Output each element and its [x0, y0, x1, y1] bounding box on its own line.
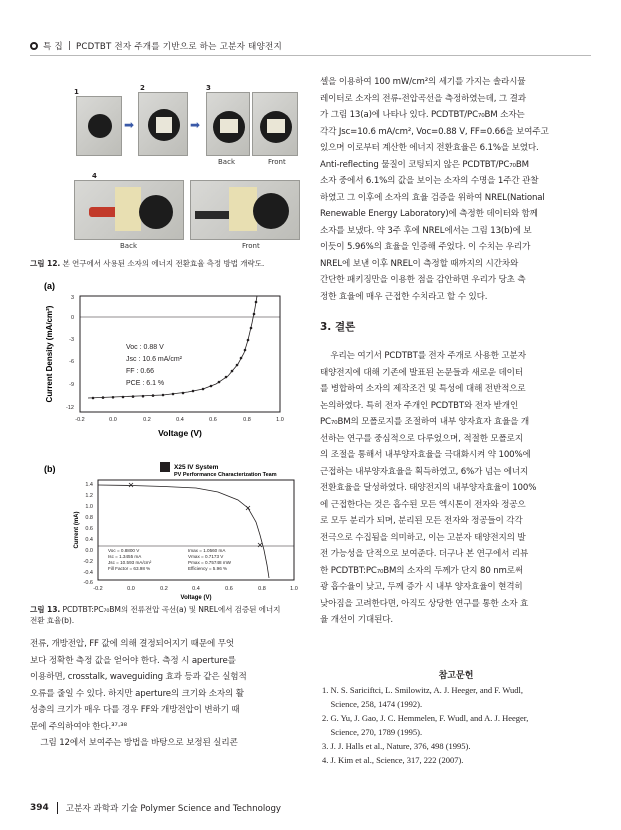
panel-label: (a): [44, 281, 55, 291]
svg-text:-0.2: -0.2: [83, 559, 93, 565]
x-axis-label: Voltage (V): [180, 595, 212, 601]
text-line: 그림 12에서 보여주는 방법을 바탕으로 보정된 실리콘: [30, 738, 238, 748]
figure-12: [64, 80, 304, 255]
svg-text:0.4: 0.4: [85, 537, 93, 543]
text-line: 선하는 연구를 중심적으로 다루었으며, 적절한 모폴로지: [320, 433, 523, 444]
arrow-right-icon: ➡: [124, 118, 135, 132]
text-line: 전극으로 수집됨을 의미하고, 이는 고분자 태양전지의 발: [320, 532, 526, 543]
svg-text:0.2: 0.2: [160, 586, 168, 592]
reference-line: Science, 270, 1789 (1995).: [322, 727, 423, 737]
page-footer: [30, 802, 281, 814]
svg-text:0.6: 0.6: [85, 526, 93, 532]
bullet-icon: [30, 42, 38, 50]
text-line: 오류를 줄일 수 있다. 하지만 aperture의 크기와 소자의 활: [30, 688, 244, 699]
text-line: 이용하면, crosstalk, waveguiding 효과 등과 같은 실험적: [30, 672, 247, 682]
journal-name: 고분자 과학과 기술 Polymer Science and Technology: [65, 804, 282, 814]
svg-text:1.0: 1.0: [85, 504, 93, 510]
svg-text:1.0: 1.0: [276, 417, 284, 423]
svg-text:Jsc = 10.593 mA/cm²: Jsc = 10.593 mA/cm²: [108, 560, 152, 565]
svg-text:-6: -6: [69, 359, 74, 365]
step-number: 3: [206, 84, 211, 92]
svg-text:0.4: 0.4: [192, 586, 200, 592]
text-line: PC₇₀BM의 모폴로지를 조절하여 내부 양자효자 효율을 개: [320, 417, 530, 427]
text-line: 로 모두 분리가 되며, 분리된 모든 전자와 정공들이 각각: [320, 516, 523, 526]
step-number: 1: [74, 88, 79, 96]
header-section: 특 집: [43, 42, 63, 52]
svg-text:0.6: 0.6: [209, 417, 217, 423]
svg-text:0.8: 0.8: [85, 515, 93, 521]
svg-text:0.0: 0.0: [127, 586, 135, 592]
references-list: [322, 683, 594, 767]
running-header: 특 집 | PCDTBT 전자 주개를 기반으로 하는 고분자 태양전지: [30, 40, 282, 52]
svg-text:0.8: 0.8: [243, 417, 251, 423]
text-line: 우리는 여기서 PCDTBT를 전자 주개로 사용한 고분자: [320, 351, 526, 361]
svg-text:-0.6: -0.6: [83, 580, 93, 586]
svg-text:Voc = 0.8800 V: Voc = 0.8800 V: [108, 548, 140, 553]
figure-13a: [38, 278, 290, 458]
svg-text:1.2: 1.2: [85, 493, 93, 499]
svg-text:Isc = 1.3455 mA: Isc = 1.3455 mA: [108, 554, 142, 559]
text-line: 율 개선이 기대된다.: [320, 615, 393, 625]
photo-device-front: [252, 92, 298, 156]
photo-device-back: [206, 92, 250, 156]
svg-text:-0.4: -0.4: [83, 570, 93, 576]
photo-device-contacts: [138, 92, 188, 156]
label-back: Back: [120, 242, 137, 250]
svg-text:Voc : 0.88 V: Voc : 0.88 V: [126, 344, 164, 351]
svg-text:0.0: 0.0: [109, 417, 117, 423]
svg-text:-9: -9: [69, 382, 74, 388]
text-line: 하였고 그 이후에 소자의 효율 검증을 위하여 NREL(National: [320, 192, 545, 203]
text-line: 레이터로 소자의 전류-전압곡선을 측정하였는데, 그 결과: [320, 93, 526, 104]
conclusion-heading: 3. 결론: [320, 321, 356, 333]
figure-13-caption: 그림 13. PCDTBT:PC₇₀BM의 전류전압 곡선(a) 및 NREL에서 검증된 에너지 전환 효율(b).: [30, 605, 281, 625]
x-axis-label: Voltage (V): [158, 428, 202, 438]
text-line: 간단한 패키징만을 이용한 점을 감안하면 우리가 당초 측: [320, 275, 526, 285]
header-divider: [30, 55, 591, 56]
label-front: Front: [268, 158, 286, 166]
text-line: 논의하였다. 특히 전자 주개인 PCDTBT와 전자 받개인: [320, 400, 519, 411]
text-line: 전환효율을 달성하였다. 태양전지의 내부양자효율이 100%: [320, 483, 537, 493]
text-line: 소자를 보냈다. 약 3주 후에 NREL에서는 그림 13(b)에 보: [320, 225, 532, 236]
step-number: 2: [140, 84, 145, 92]
text-line: 셀을 이용하여 100 mW/cm²의 세기를 가지는 솔라시뮬: [320, 77, 526, 87]
reference-line: 3. J. J. Halls et al., Nature, 376, 498 (1995).: [322, 741, 471, 751]
text-line: 성층의 크기가 매우 다를 경우 FF와 개방전압이 변하기 때: [30, 705, 240, 715]
photo-packaged-front: [190, 180, 300, 240]
svg-text:-0.2: -0.2: [75, 417, 85, 423]
text-line: 정한 효율에 매우 근접한 수치라고 할 수 있다.: [320, 291, 488, 302]
arrow-right-icon: ➡: [190, 118, 201, 132]
text-line: 광 흡수율이 낮고, 두께 증가 시 내부 양자효율이 현격히: [320, 582, 523, 592]
svg-text:0.0: 0.0: [85, 548, 93, 554]
text-line: 한 PCDTBT:PC₇₀BM의 소자의 두께가 단지 80 nm로써: [320, 565, 524, 576]
reference-line: 4. J. Kim et al., Science, 317, 222 (2007).: [322, 755, 464, 765]
text-line: 태양전지에 대해 기존에 발표된 논문들과 새로운 데이터: [320, 367, 523, 378]
svg-text:-3: -3: [69, 337, 74, 343]
right-column-text: [320, 74, 592, 305]
label-back: Back: [218, 158, 235, 166]
svg-text:Fill Factor = 63.98 %: Fill Factor = 63.98 %: [108, 566, 151, 571]
svg-text:X25 IV System: X25 IV System: [174, 464, 219, 471]
text-line: NREL에 보낸 이후 NREL이 측정할 때까지의 시간차와: [320, 258, 519, 269]
reference-line: Science, 258, 1474 (1992).: [322, 699, 423, 709]
text-line: 전 가능성을 단적으로 보여준다. 더구나 본 연구에서 리뷰: [320, 549, 529, 559]
figure-12-caption: 그림 12. 본 연구에서 사용된 소자의 에너지 전환효율 측정 방법 개략도.: [30, 259, 265, 268]
references-heading: 참고문헌: [438, 671, 474, 681]
text-line: Renewable Energy Laboratory)에 측정한 데이터와 함께: [320, 209, 538, 219]
footer-divider: [57, 802, 58, 814]
header-title: PCDTBT 전자 주개를 기반으로 하는 고분자 태양전지: [76, 42, 283, 52]
svg-text:Pmax = 0.75748 mW: Pmax = 0.75748 mW: [188, 560, 232, 565]
step-number: 4: [92, 172, 97, 180]
text-line: 소자 중에서 6.1%의 값을 보이는 소자의 수명을 1주간 관찰: [320, 176, 539, 186]
text-line: 근접하는 내부양자효율을 획득하였고, 6%가 넘는 에너지: [320, 466, 529, 477]
svg-text:-12: -12: [66, 405, 74, 411]
text-line: 보다 정확한 측정 값을 얻어야 한다. 측정 시 aperture를: [30, 655, 236, 666]
y-axis-label: Current Density (mA/cm²): [45, 305, 54, 403]
svg-text:-0.2: -0.2: [93, 586, 103, 592]
text-line: 전류, 개방전압, FF 값에 의해 결정되어지기 때문에 무엇: [30, 639, 235, 649]
photo-device-disc: [76, 96, 122, 156]
svg-text:0.4: 0.4: [176, 417, 184, 423]
left-column-text: [30, 636, 300, 752]
svg-text:Efficiency = 5.96 %: Efficiency = 5.96 %: [188, 566, 228, 571]
text-line: 이듯이 5.96%의 효율을 인증해 주었다. 이 수치는 우리가: [320, 242, 531, 252]
svg-text:0: 0: [70, 315, 74, 321]
page-number: 394: [30, 803, 49, 813]
svg-text:3: 3: [70, 295, 74, 301]
text-line: Anti-reflecting 물질이 코팅되지 않은 PCDTBT/PC₇₀BM: [320, 159, 529, 170]
panel-label: (b): [44, 464, 56, 474]
svg-text:0.2: 0.2: [143, 417, 151, 423]
svg-text:0.6: 0.6: [225, 586, 233, 592]
photo-packaged-back: [74, 180, 184, 240]
text-line: 가 그림 13(a)에 나타나 있다. PCDTBT/PC₇₀BM 소자는: [320, 110, 525, 120]
svg-text:1.4: 1.4: [85, 482, 93, 488]
svg-text:0.8: 0.8: [258, 586, 266, 592]
conclusion-text: [320, 348, 592, 629]
text-line: 문에 주의하여야 한다.³⁷·³⁸: [30, 721, 127, 732]
figure-13b: [38, 460, 296, 600]
text-line: 에 근접한다는 것은 흡수된 모든 엑시톤이 전자와 정공으: [320, 499, 526, 510]
text-line: 를 병합하여 소자의 제작조건 및 특성에 대해 전반적으로: [320, 384, 526, 394]
svg-text:Imax = 1.0560 mA: Imax = 1.0560 mA: [188, 548, 226, 553]
text-line: 낮아짐을 고려한다면, 아직도 상당한 연구를 통한 소자 효: [320, 598, 529, 609]
svg-text:PV Performance Characterizatio: PV Performance Characterization Team: [174, 472, 277, 478]
reference-line: 2. G. Yu, J. Gao, J. C. Hemmelen, F. Wudl, and A. J. Heeger,: [322, 713, 529, 723]
text-line: 각각 Jsc=10.6 mA/cm², Voc=0.88 V, FF=0.66을 보여주고: [320, 126, 549, 137]
text-line: 있으며 이로부터 계산한 에너지 전환효율은 6.1%을 보였다.: [320, 143, 539, 153]
svg-text:Jsc : 10.6 mA/cm²: Jsc : 10.6 mA/cm²: [126, 356, 183, 363]
svg-text:Vmax = 0.7173 V: Vmax = 0.7173 V: [188, 554, 224, 559]
y-axis-label: Current (mA): [74, 511, 80, 549]
svg-text:PCE : 6.1 %: PCE : 6.1 %: [126, 380, 165, 387]
svg-text:FF : 0.66: FF : 0.66: [126, 368, 155, 375]
label-front: Front: [242, 242, 260, 250]
reference-line: 1. N. S. Sariciftci, L. Smilowitz, A. J. Heeger, and F. Wudl,: [322, 685, 524, 695]
svg-text:1.0: 1.0: [290, 586, 298, 592]
text-line: 의 조절을 통해서 내부양자효율을 극대화시켜 약 100%에: [320, 450, 531, 460]
